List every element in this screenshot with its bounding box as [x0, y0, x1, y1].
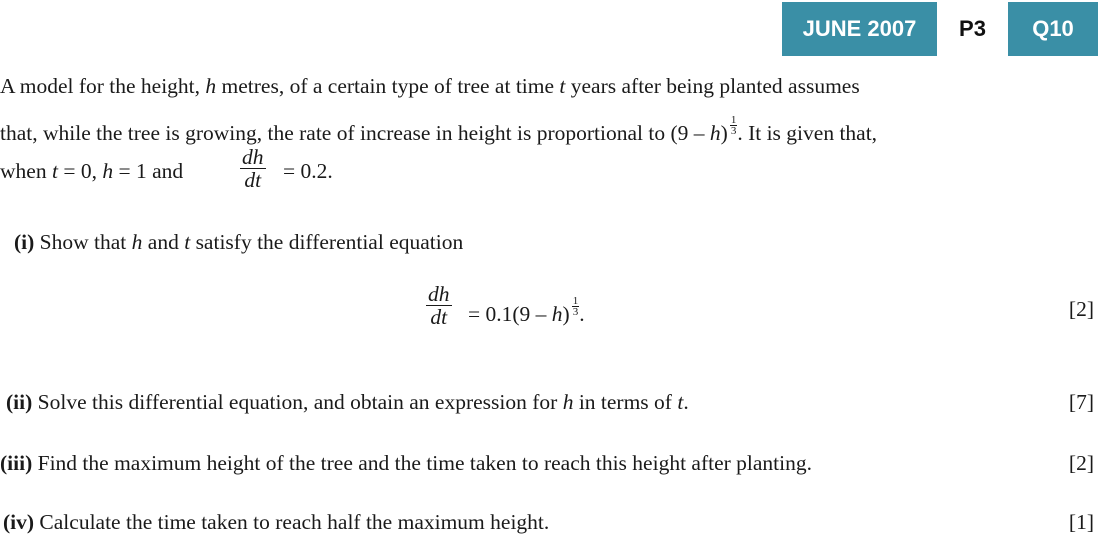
- part-iv-label: (iv): [3, 510, 35, 534]
- question-number-tag: Q10: [1008, 2, 1098, 56]
- part-ii-text: (ii) Solve this differential equation, and obtain an expression for h in terms of t.: [6, 390, 689, 414]
- intro-line-3-value: = 0.2.: [283, 159, 333, 183]
- intro-line-3: when t = 0, h = 1 and: [0, 159, 184, 183]
- intro-line-2: that, while the tree is growing, the rate of increase in height is proportional to (9 – h) $\frac{1}{3}$ . It is given that,: [0, 114, 878, 146]
- part-i-text: (i) Show that h and t satisfy the differential equation: [14, 230, 464, 254]
- intro-line-1: A model for the height, h metres, of a certain type of tree at time t years after being planted assumes: [0, 74, 860, 98]
- part-ii-label: (ii): [6, 390, 33, 414]
- part-iv-marks: [1]: [1068, 510, 1094, 534]
- part-i-label: (i): [14, 230, 35, 254]
- paper-tag: P3: [937, 2, 1008, 56]
- equation-exponent-fraction: $\frac{1}{3}$: [572, 295, 579, 318]
- part-iv-text: (iv) Calculate the time taken to reach half the maximum height.: [3, 510, 550, 534]
- exponent-fraction: $\frac{1}{3}$: [730, 114, 737, 137]
- part-i-marks: [2]: [1068, 297, 1094, 321]
- question-tag-bar: [782, 2, 1098, 56]
- part-iii-marks: [2]: [1068, 451, 1094, 475]
- differential-equation-rhs: = 0.1(9 – h) $\frac{1}{3}$ .: [468, 295, 585, 327]
- derivative-fraction-equation: $\frac{dh}{dt}$: [428, 282, 450, 329]
- part-iii-text: (iii) Find the maximum height of the tree and the time taken to reach this height after planting.: [0, 451, 813, 475]
- part-iii-label: (iii): [0, 451, 33, 475]
- derivative-fraction-intro: $\frac{dh}{dt}$: [242, 145, 264, 192]
- part-ii-marks: [7]: [1068, 390, 1094, 414]
- session-tag: JUNE 2007: [782, 2, 937, 56]
